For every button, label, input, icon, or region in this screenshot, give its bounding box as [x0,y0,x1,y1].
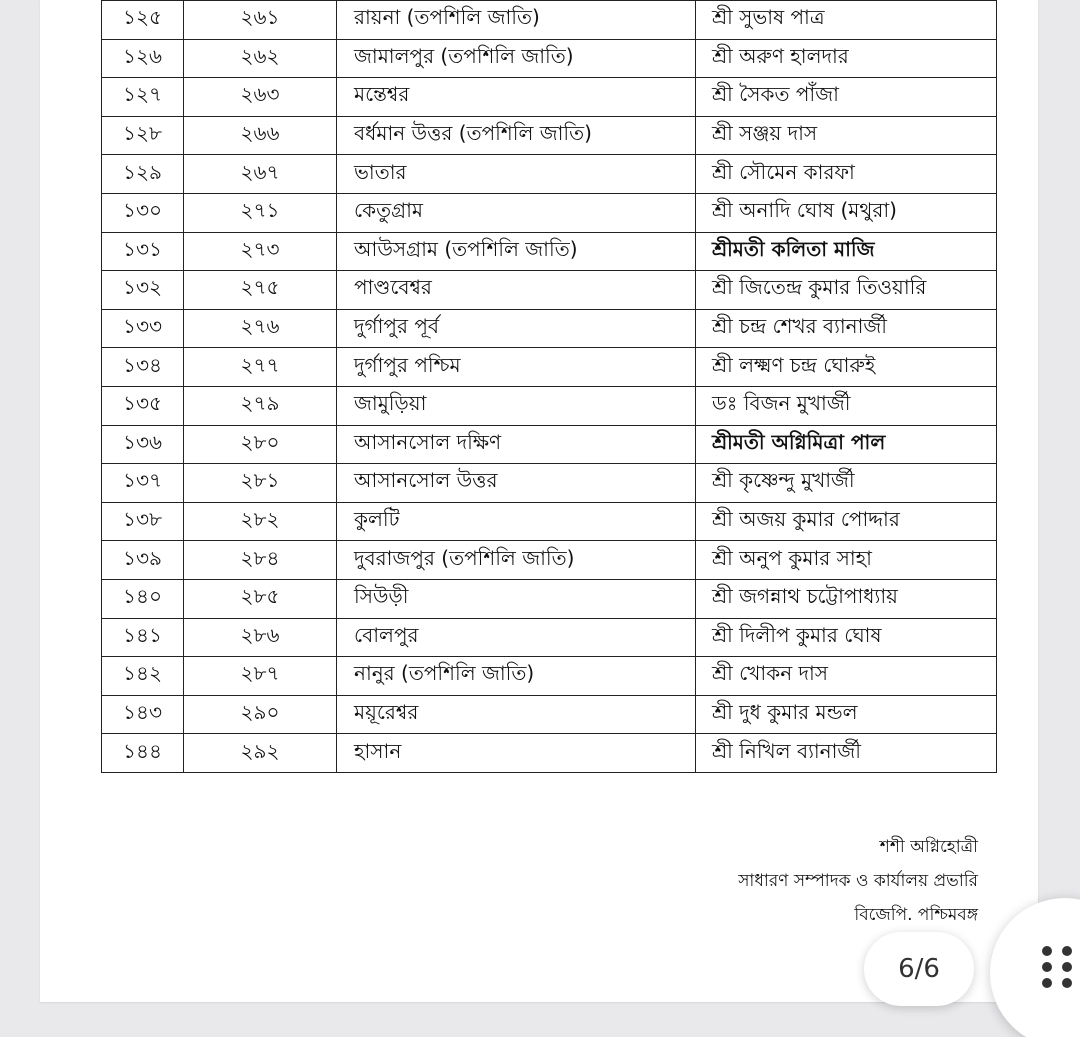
table-row [102,618,997,657]
candidate-name-cell: শ্রী সঞ্জয় দাস [696,116,997,155]
constituency-name-cell: বোলপুর [337,618,696,657]
signatory-designation: সাধারণ সম্পাদক ও কার্যালয় প্রভারি [738,871,978,891]
serial-cell: ১৪৩ [102,695,184,734]
constituency-name-cell: পাণ্ডবেশ্বর [337,271,696,310]
constituency-name-cell: হাসান [337,734,696,773]
candidate-name-cell: শ্রী অজয় কুমার পোদ্দার [696,502,997,541]
serial-cell: ১৩৯ [102,541,184,580]
constituency-name-cell: জামালপুর (তপশিলি জাতি) [337,39,696,78]
candidate-name-cell: শ্রী খোকন দাস [696,657,997,696]
candidate-name-cell: শ্রীমতী অগ্নিমিত্রা পাল [696,425,997,464]
constituency-number-cell: ২৯২ [184,734,337,773]
constituency-number-cell: ২৮২ [184,502,337,541]
table-row [102,657,997,696]
constituency-number-cell: ২৬১ [184,1,337,40]
candidate-name-cell: শ্রী নিখিল ব্যানার্জী [696,734,997,773]
serial-cell: ১২৫ [102,1,184,40]
candidate-name-cell: শ্রী জিতেন্দ্র কুমার তিওয়ারি [696,271,997,310]
candidate-name-cell: শ্রী জগন্নাথ চট্টোপাধ্যায় [696,579,997,618]
constituency-name-cell: নানুর (তপশিলি জাতি) [337,657,696,696]
serial-cell: ১২৬ [102,39,184,78]
constituency-number-cell: ২৭৯ [184,386,337,425]
candidate-name-cell: শ্রীমতী কলিতা মাজি [696,232,997,271]
constituency-number-cell: ২৭৩ [184,232,337,271]
candidate-name-cell: শ্রী লক্ষ্মণ চন্দ্র ঘোরুই [696,348,997,387]
candidate-name-cell: শ্রী অনাদি ঘোষ (মথুরা) [696,193,997,232]
candidate-name-cell: শ্রী সুভাষ পাত্র [696,1,997,40]
serial-cell: ১৪৪ [102,734,184,773]
serial-cell: ১২৭ [102,78,184,117]
constituency-number-cell: ২৬২ [184,39,337,78]
constituency-number-cell: ২৬৬ [184,116,337,155]
serial-cell: ১২৮ [102,116,184,155]
constituency-name-cell: দুবরাজপুর (তপশিলি জাতি) [337,541,696,580]
table-row [102,386,997,425]
constituency-name-cell: কেতুগ্রাম [337,193,696,232]
candidate-name-cell: শ্রী দুধ কুমার মন্ডল [696,695,997,734]
table-row [102,1,997,40]
document-page [40,0,1038,1002]
serial-cell: ১৩৩ [102,309,184,348]
candidate-name-cell: শ্রী অনুপ কুমার সাহা [696,541,997,580]
serial-cell: ১৩৭ [102,464,184,503]
serial-cell: ১৩৪ [102,348,184,387]
table-row [102,348,997,387]
table-row [102,155,997,194]
constituency-number-cell: ২৮০ [184,425,337,464]
constituency-name-cell: ময়ূরেশ্বর [337,695,696,734]
serial-cell: ১৪১ [102,618,184,657]
table-row [102,502,997,541]
constituency-name-cell: মন্তেশ্বর [337,78,696,117]
table-row [102,271,997,310]
table-row [102,309,997,348]
serial-cell: ১৪২ [102,657,184,696]
table-row [102,425,997,464]
constituency-name-cell: আসানসোল উত্তর [337,464,696,503]
table-row [102,39,997,78]
constituency-number-cell: ২৬৩ [184,78,337,117]
serial-cell: ১৩১ [102,232,184,271]
table-row [102,193,997,232]
constituency-name-cell: সিউড়ী [337,579,696,618]
table-row [102,464,997,503]
serial-cell: ১৩৬ [102,425,184,464]
page-indicator[interactable] [864,932,974,1006]
candidate-name-cell: শ্রী চন্দ্র শেখর ব্যানার্জী [696,309,997,348]
constituency-name-cell: বর্ধমান উত্তর (তপশিলি জাতি) [337,116,696,155]
serial-cell: ১৪০ [102,579,184,618]
candidate-name-cell: শ্রী সৈকত পাঁজা [696,78,997,117]
constituency-number-cell: ২৯০ [184,695,337,734]
serial-cell: ১৩৫ [102,386,184,425]
more-dots-icon [1042,946,1074,990]
constituency-number-cell: ২৭১ [184,193,337,232]
constituency-number-cell: ২৭৫ [184,271,337,310]
table-row [102,734,997,773]
table-row [102,541,997,580]
constituency-name-cell: জামুড়িয়া [337,386,696,425]
constituency-name-cell: দুর্গাপুর পূর্ব [337,309,696,348]
serial-cell: ১৩০ [102,193,184,232]
candidate-name-cell: ডঃ বিজন মুখার্জী [696,386,997,425]
constituency-name-cell: কুলটি [337,502,696,541]
table-row [102,78,997,117]
serial-cell: ১৩৮ [102,502,184,541]
candidate-name-cell: শ্রী কৃষ্ণেন্দু মুখার্জী [696,464,997,503]
signatory-name: শশী অগ্নিহোত্রী [879,837,978,857]
constituency-name-cell: আউসগ্রাম (তপশিলি জাতি) [337,232,696,271]
signatory-organization: বিজেপি. পশ্চিমবঙ্গ [854,905,978,925]
constituency-number-cell: ২৭৬ [184,309,337,348]
table-row [102,116,997,155]
serial-cell: ১৩২ [102,271,184,310]
constituency-number-cell: ২৮৫ [184,579,337,618]
candidate-name-cell: শ্রী সৌমেন কারফা [696,155,997,194]
candidate-table-body [102,1,997,773]
signature-block [738,830,978,932]
table-row [102,579,997,618]
constituency-number-cell: ২৭৭ [184,348,337,387]
constituency-number-cell: ২৮৪ [184,541,337,580]
constituency-number-cell: ২৮১ [184,464,337,503]
constituency-name-cell: আসানসোল দক্ষিণ [337,425,696,464]
constituency-number-cell: ২৮৬ [184,618,337,657]
table-row [102,232,997,271]
constituency-name-cell: রায়না (তপশিলি জাতি) [337,1,696,40]
constituency-name-cell: ভাতার [337,155,696,194]
candidate-name-cell: শ্রী অরুণ হালদার [696,39,997,78]
candidate-table [101,0,997,773]
constituency-number-cell: ২৬৭ [184,155,337,194]
table-row [102,695,997,734]
page-indicator-label: 6/6 [898,954,940,984]
constituency-name-cell: দুর্গাপুর পশ্চিম [337,348,696,387]
serial-cell: ১২৯ [102,155,184,194]
constituency-number-cell: ২৮৭ [184,657,337,696]
candidate-name-cell: শ্রী দিলীপ কুমার ঘোষ [696,618,997,657]
